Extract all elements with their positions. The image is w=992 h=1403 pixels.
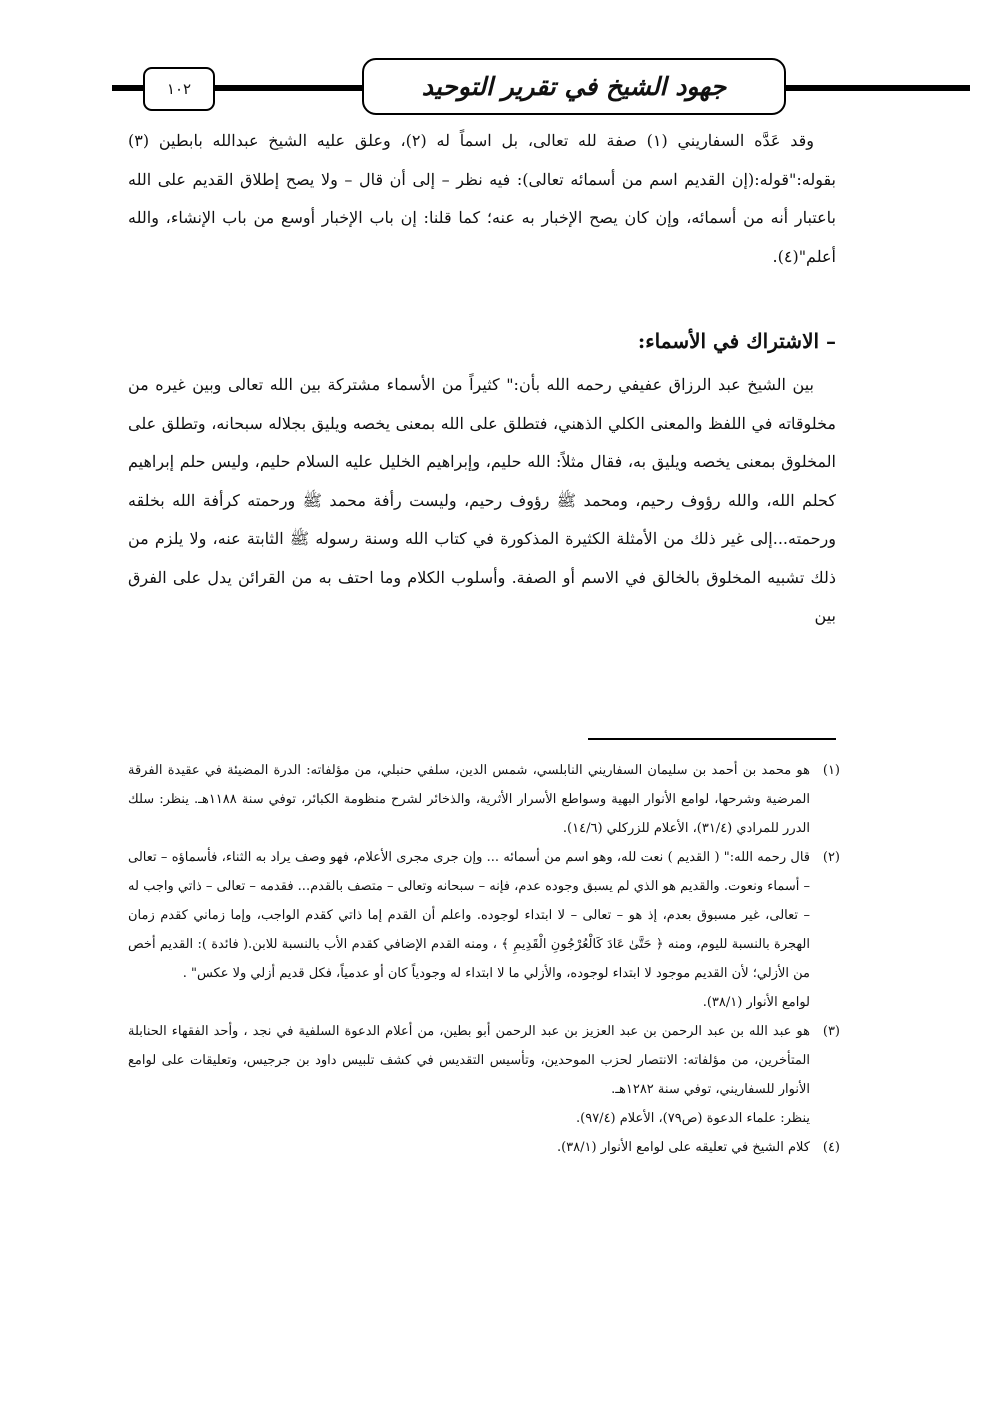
footnote-2 [128, 843, 840, 1017]
footnote-separator [588, 738, 836, 740]
footnote-number: (١) [822, 763, 840, 778]
footnote-text: هو محمد بن أحمد بن سليمان السفاريني النابلسي، شمس الدين، سلفي حنبلي، من مؤلفاته: الدرة المضيئة في عقيدة الفرقة المرضية وشرحها، لوامع الأنوار البهية وسواطع الأسرار الأثرية، والذخائر لشرح منظومة الكبائر، توفي سنة ١١٨٨هـ. ينظر: سلك الدرر للمرادي (٣١/٤)، الأعلام للزركلي (١٤/٦). [128, 763, 810, 836]
paragraph-2: بين الشيخ عبد الرزاق عفيفي رحمه الله بأن:" كثيراً من الأسماء مشتركة بين الله تعالى وبين غيره من مخلوقاته في اللفظ والمعنى الكلي الذهني، فتطلق على الله بمعنى يخصه ويليق بجلاله سبحانه، وتطلق على المخلوق بمعنى يخصه ويليق به، فقال مثلاً: الله حليم، وإبراهيم الخليل عليه السلام حليم، وليس حلم إبراهيم كحلم الله، والله رؤوف رحيم، ومحمد ﷺ رؤوف رحيم، وليست رأفة محمد ﷺ ورحمته كرأفة الله بخلقه ورحمته...إلى غير ذلك من الأمثلة الكثيرة المذكورة في كتاب الله وسنة رسوله ﷺ الثابتة عنه، ولا يلزم من ذلك تشبيه المخلوق بالخالق في الاسم أو الصفة. وأسلوب الكلام وما احتف به من القرائن يدل على الفرق بين [128, 375, 837, 625]
footnote-number: (٤) [822, 1140, 840, 1155]
footnote-3 [128, 1017, 840, 1133]
page-number: ١٠٢ [143, 67, 215, 111]
main-text [128, 122, 836, 636]
footnote-4 [128, 1133, 840, 1162]
paragraph-1: وقد عَدَّه السفاريني (١) صفة لله تعالى، بل اسماً له (٢)، وعلق عليه الشيخ عبدالله بابطين (٣) بقوله:"قوله:(إن القديم اسم من أسمائه تعالى): فيه نظر – إلى أن قال – ولا يصح إطلاق القديم على الله باعتبار أنه من أسمائه، وإن كان يصح الإخبار به عنه؛ كما قلنا: إن باب الإخبار أوسع من باب الإنشاء، والله أعلم"(٤). [128, 131, 837, 266]
footnote-text: قال رحمه الله:" ( القديم ) نعت لله، وهو اسم من أسمائه ... وإن جرى مجرى الأعلام، فهو وصف يراد به الثناء، فأسماؤه – تعالى – أسماء ونعوت. والقديم هو الذي لم يسبق وجوده عدم، فإنه – سبحانه وتعالى – متصف بالقدم... فقدمه – تعالى – ذاتي واجب له – تعالى، غير مسبوق بعدم، إذ هو – تعالى – لا ابتداء لوجوده. واعلم أن القدم إما ذاتي كقدم الواجب، وإما زماني كقدم زمان الهجرة بالنسبة لليوم، ومنه ﴿ حَتَّىٰ عَادَ كَالْعُرْجُونِ الْقَدِيمِ ﴾ ، ومنه القدم الإضافي كقدم الأب بالنسبة للابن.( فائدة ): القديم أخص من الأزلي؛ لأن القديم موجود لا ابتداء لوجوده، والأزلي ما لا ابتداء له وجودياً كان أو عدمياً، فكل قديم أزلي ولا عكس" . لوامع الأنوار (٣٨/١). [128, 850, 810, 1010]
footnote-number: (٣) [822, 1024, 840, 1039]
section-heading: – الاشتراك في الأسماء: [637, 329, 836, 353]
footnote-text: كلام الشيخ في تعليقه على لوامع الأنوار (٣٨/١). [556, 1140, 810, 1155]
footnote-1 [128, 756, 840, 843]
footnote-text: هو عبد الله بن عبد الرحمن بن عبد العزيز بن عبد الرحمن أبو بطين، من أعلام الدعوة السلفية في نجد ، وأحد الفقهاء الحنابلة المتأخرين، من مؤلفاته: الانتصار لحزب الموحدين، وتأسيس التقديس في كشف تلبيس داود بن جرجيس، وتعليقات على لوامع الأنوار للسفاريني، توفي سنة ١٢٨٢هـ. ينظر: علماء الدعوة (ص٧٩)، الأعلام (٩٧/٤). [128, 1024, 810, 1126]
page-title: جهود الشيخ في تقرير التوحيد [362, 58, 786, 115]
footnote-number: (٢) [822, 850, 840, 865]
footnotes [128, 756, 840, 1162]
